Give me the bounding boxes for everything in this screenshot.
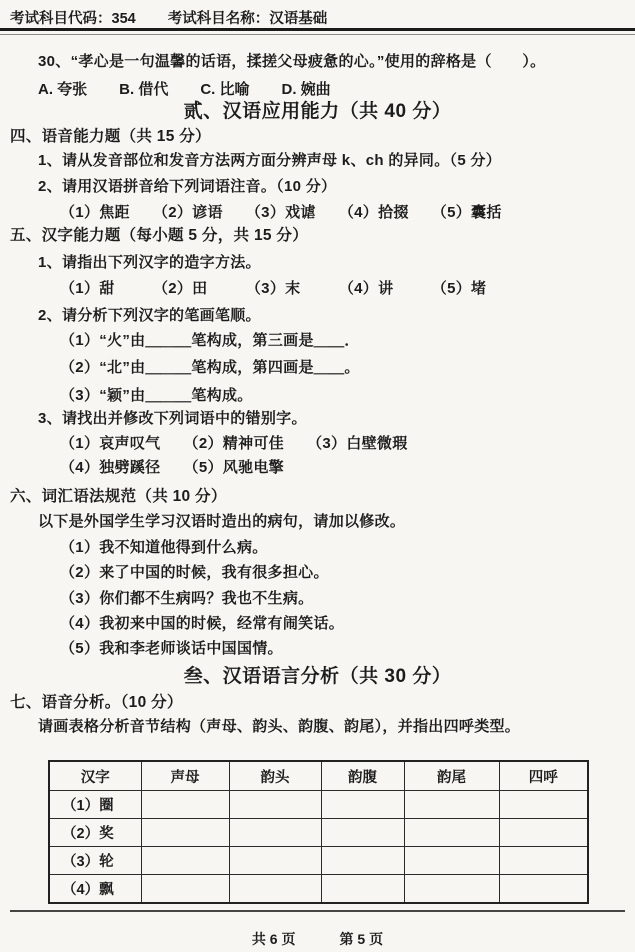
answer-cell [141, 819, 229, 847]
section6-item-2: （2）来了中国的时候，我有很多担心。 [60, 564, 329, 581]
answer-cell [321, 847, 404, 875]
option-b: B. 借代 [119, 81, 169, 98]
answer-cell [321, 791, 404, 819]
section5-question2: 2、请分析下列汉字的笔画笔顺。 [38, 307, 261, 324]
option-d: D. 婉曲 [281, 81, 331, 98]
section6-intro: 以下是外国学生学习汉语时造出的病句，请加以修改。 [38, 513, 406, 530]
table-header-row [49, 761, 588, 791]
answer-cell [229, 791, 321, 819]
section5-question2-item1: （1）“火”由＿＿＿笔构成，第三画是＿＿． [60, 332, 360, 349]
answer-cell [141, 847, 229, 875]
table-row-2 [49, 819, 588, 847]
answer-cell [229, 819, 321, 847]
answer-cell [499, 819, 588, 847]
answer-cell [499, 875, 588, 904]
section5-question3: 3、请找出并修改下列词语中的错别字。 [38, 410, 307, 427]
page-footer [0, 929, 635, 949]
section4-question2-items: （1）焦距 （2）谚语 （3）戏谑 （4）拾掇 （5）囊括 [60, 204, 502, 221]
section6-item-4: （4）我初来中国的时候，经常有闹笑话。 [60, 615, 345, 632]
section5-question3-items-row1: （1）哀声叹气 （2）精神可佳 （3）白壁微瑕 [60, 435, 408, 452]
section5-question1: 1、请指出下列汉字的造字方法。 [38, 254, 261, 271]
section5-question1-items: （1）甜 （2）田 （3）末 （4）讲 （5）堵 [60, 280, 487, 297]
col-header-sihu: 四呼 [499, 761, 588, 791]
answer-cell [499, 791, 588, 819]
answer-cell [404, 875, 499, 904]
current-page-label: 第 5 页 [339, 931, 384, 947]
option-c: C. 比喻 [200, 81, 250, 98]
header-rule-thin [0, 34, 635, 35]
answer-cell [229, 875, 321, 904]
part3-title: 叁、汉语语言分析（共 30 分） [183, 666, 452, 687]
section6-item-5: （5）我和李老师谈话中国国情。 [60, 640, 283, 657]
section4-question2: 2、请用汉语拼音给下列词语注音。（10 分） [38, 178, 337, 195]
section5-question3-items-row2: （4）独劈蹊径 （5）风驰电擎 [60, 459, 284, 476]
answer-cell [141, 791, 229, 819]
section7-title: 七、语音分析。（10 分） [10, 694, 183, 711]
section4-title: 四、语音能力题（共 15 分） [10, 128, 211, 145]
table-row-4 [49, 875, 588, 904]
section6-item-3: （3）你们都不生病吗？我也不生病。 [60, 590, 314, 607]
answer-cell [404, 819, 499, 847]
row-label-quan: （1）圈 [49, 791, 141, 819]
section5-question2-item2: （2）“北”由＿＿＿笔构成，第四画是＿＿。 [60, 359, 360, 376]
page-header [10, 7, 327, 28]
answer-cell [321, 875, 404, 904]
col-header-yunfu: 韵腹 [321, 761, 404, 791]
row-label-piao: （4）飘 [49, 875, 141, 904]
option-a: A. 夸张 [38, 81, 88, 98]
part2-title: 贰、汉语应用能力（共 40 分） [183, 101, 452, 122]
col-header-yunwei: 韵尾 [404, 761, 499, 791]
answer-cell [404, 847, 499, 875]
section6-item-1: （1）我不知道他得到什么病。 [60, 539, 268, 556]
table-row-3 [49, 847, 588, 875]
section7-intro: 请画表格分析音节结构（声母、韵头、韵腹、韵尾），并指出四呼类型。 [38, 718, 521, 735]
section5-question2-item3: （3）“颖”由＿＿＿笔构成。 [60, 387, 253, 404]
subject-code-label: 考试科目代码：354 [10, 11, 136, 27]
col-header-hanzi: 汉字 [49, 761, 141, 791]
answer-cell [499, 847, 588, 875]
answer-cell [229, 847, 321, 875]
footer-rule [10, 910, 625, 912]
col-header-shengmu: 声母 [141, 761, 229, 791]
answer-cell [404, 791, 499, 819]
syllable-analysis-table [48, 760, 589, 904]
section4-question1: 1、请从发音部位和发音方法两方面分辨声母 k、ch 的异同。（5 分） [38, 152, 502, 169]
section5-title: 五、汉字能力题（每小题 5 分，共 15 分） [10, 227, 308, 244]
section6-title: 六、词汇语法规范（共 10 分） [10, 488, 227, 505]
col-header-yuntou: 韵头 [229, 761, 321, 791]
total-pages-label: 共 6 页 [251, 931, 296, 947]
answer-cell [141, 875, 229, 904]
question-30-text: 30、“孝心是一句温馨的话语，揉搓父母疲惫的心。”使用的辞格是（ ）。 [38, 53, 546, 70]
table-row-1 [49, 791, 588, 819]
row-label-jiang: （2）奖 [49, 819, 141, 847]
answer-cell [321, 819, 404, 847]
row-label-lun: （3）轮 [49, 847, 141, 875]
header-rule-thick [0, 28, 635, 31]
subject-name-label: 考试科目名称：汉语基础 [167, 11, 328, 27]
